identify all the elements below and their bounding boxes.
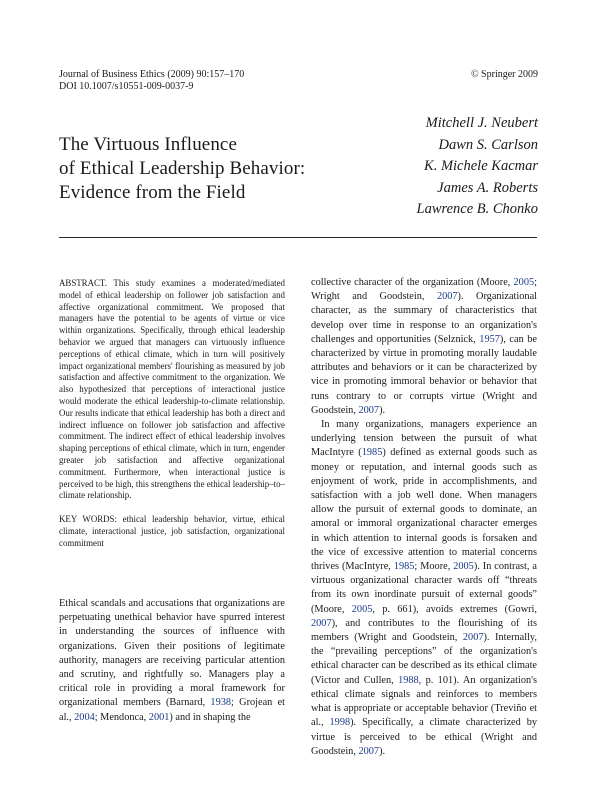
body-text: ). In contrast, a virtuous organizational character wards off “threats from its own inordinate pursuit of external goods” (Moore, [311, 561, 537, 615]
keywords: KEY WORDS: ethical leadership behavior, virtue, ethical climate, interactional justice, job satisfaction, organizational commitment [59, 514, 285, 548]
author-list [417, 113, 539, 221]
right-column [311, 276, 537, 759]
citation-link[interactable]: 2004 [74, 711, 95, 723]
citation-link[interactable]: 1988 [398, 674, 419, 686]
body-text: , p. 101). An organization's ethical climate signals and reinforces to members what is appropriate or acceptable behavior (Treviño et al., [311, 674, 537, 729]
article-title [59, 133, 349, 205]
citation-link[interactable]: 2005 [513, 277, 535, 288]
author-name: Mitchell J. Neubert [425, 115, 538, 131]
body-text: collective character of the organization (Moore, [311, 277, 514, 288]
body-text: ). [379, 745, 386, 757]
title-line: Evidence from the Field [59, 182, 246, 203]
header-divider [59, 237, 537, 238]
body-text: ). Organizational character, as the summary of characteristics that develop over time in response to an organization's challenges and opportunities (Selznick, [311, 291, 538, 345]
citation-link[interactable]: 1985 [361, 447, 383, 459]
copyright-notice: © Springer 2009 [470, 69, 538, 80]
left-column [59, 278, 285, 550]
journal-citation: Journal of Business Ethics (2009) 90:157–170 [59, 69, 245, 80]
citation-link[interactable]: 1985 [393, 561, 415, 573]
citation-link[interactable]: 2007 [462, 632, 484, 644]
body-text: ) and in shaping the [169, 711, 251, 723]
citation-link[interactable]: 2005 [453, 561, 474, 573]
body-text: Ethical scandals and accusations that organizations are perpetuating unethical behavior have spurred interest in understanding the sources of influence with organizations. Given their positions of legitimate authority, managers are receiving particular attention and scrutiny, and rightfully so. Managers play a critical role in providing a moral framework for organizational members (Barnard, [59, 598, 285, 709]
citation-link[interactable]: 1938 [210, 697, 232, 709]
citation-link[interactable]: 2005 [351, 603, 373, 615]
citation-link[interactable]: 1957 [479, 333, 500, 345]
body-text: ; Moore, [414, 561, 454, 573]
title-line: The Virtuous Influence [59, 134, 237, 155]
author-name: James A. Roberts [437, 179, 538, 196]
author-name: K. Michele Kacmar [424, 158, 538, 174]
paragraph [311, 276, 537, 418]
citation-link[interactable]: 2007 [436, 291, 458, 303]
citation-link[interactable]: 1998 [329, 717, 351, 729]
author-name: Lawrence B. Chonko [416, 201, 538, 217]
paragraph [311, 418, 537, 759]
abstract: ABSTRACT. This study examines a moderated/mediated model of ethical leadership on follower job satisfaction and affective organizational commitment. We proposed that managers have the potential to be agents of virtue or vice within organizations. Specifically, through ethical leadership behavior we argued that managers can virtuously influence perceptions of ethical climate, which in turn will positively impact organizational members' flourishing as measured by job satisfaction and affective commitment to the organization. We also hypothesized that perceptions of interactional justice would moderate the ethical leadership-to-climate relationship. Our results indicate that ethical leadership has both a direct and indirect influence on follower job satisfaction and affective commitment. The indirect effect of ethical leadership involves shaping perceptions of ethical climate, which in turn, engender greater job satisfaction and affective organizational commitment. Furthermore, when interactional justice is perceived to be high, this strengthens the ethical leadership–to–climate relationship. [59, 278, 285, 501]
body-text: ). Internally, the “prevailing perceptions” of the organization's ethical character can be described as its ethical climate (Victor and Cullen, [311, 632, 537, 686]
body-text: ), and contributes to the flourishing of its members (Wright and Goodstein, [311, 617, 537, 644]
doi[interactable]: DOI 10.1007/s10551-009-0037-9 [59, 81, 194, 92]
body-text: In many organizations, managers experience an underlying tension between the pursuit of what MacIntyre ( [311, 419, 537, 459]
body-text: ), can be characterized by virtue in promoting morally laudable attributes and behaviors or it can be characterized by vice in promoting immoral behavior or behavior that runs contrary to or corrupts virtue (Wright and Goodstein, [311, 333, 537, 416]
body-text: , p. 661), avoids extremes (Gowri, [372, 603, 537, 615]
citation-link[interactable]: 2007 [358, 404, 380, 416]
body-text: ). [379, 404, 386, 416]
body-text: ; Grojean et al., [59, 697, 286, 723]
body-text: ; Mendonca, [94, 711, 149, 723]
citation-link[interactable]: 2007 [311, 617, 332, 629]
title-line: of Ethical Leadership Behavior: [59, 158, 306, 179]
citation-link[interactable]: 2007 [358, 745, 380, 757]
intro-paragraph-left [59, 597, 285, 725]
body-text: ) defined as external goods such as money or reputation, and internal goods such as enjoyment of work, pride in accomplishments, and satisfaction with a job well done. When managers allow the pursuit of external goods to dominate, an amoral or immoral organizational character emerges in which attention to internal goods is forsaken and the vice of excessive attention to material concerns thrives (MacIntyre, [311, 447, 537, 573]
body-text: ). Specifically, a climate characterized by virtue is perceived to be ethical (Wright and Goodstein, [311, 717, 537, 757]
citation-link[interactable]: 2001 [148, 711, 170, 723]
author-name: Dawn S. Carlson [438, 136, 538, 153]
body-text: ; Wright and Goodstein, [311, 277, 537, 303]
